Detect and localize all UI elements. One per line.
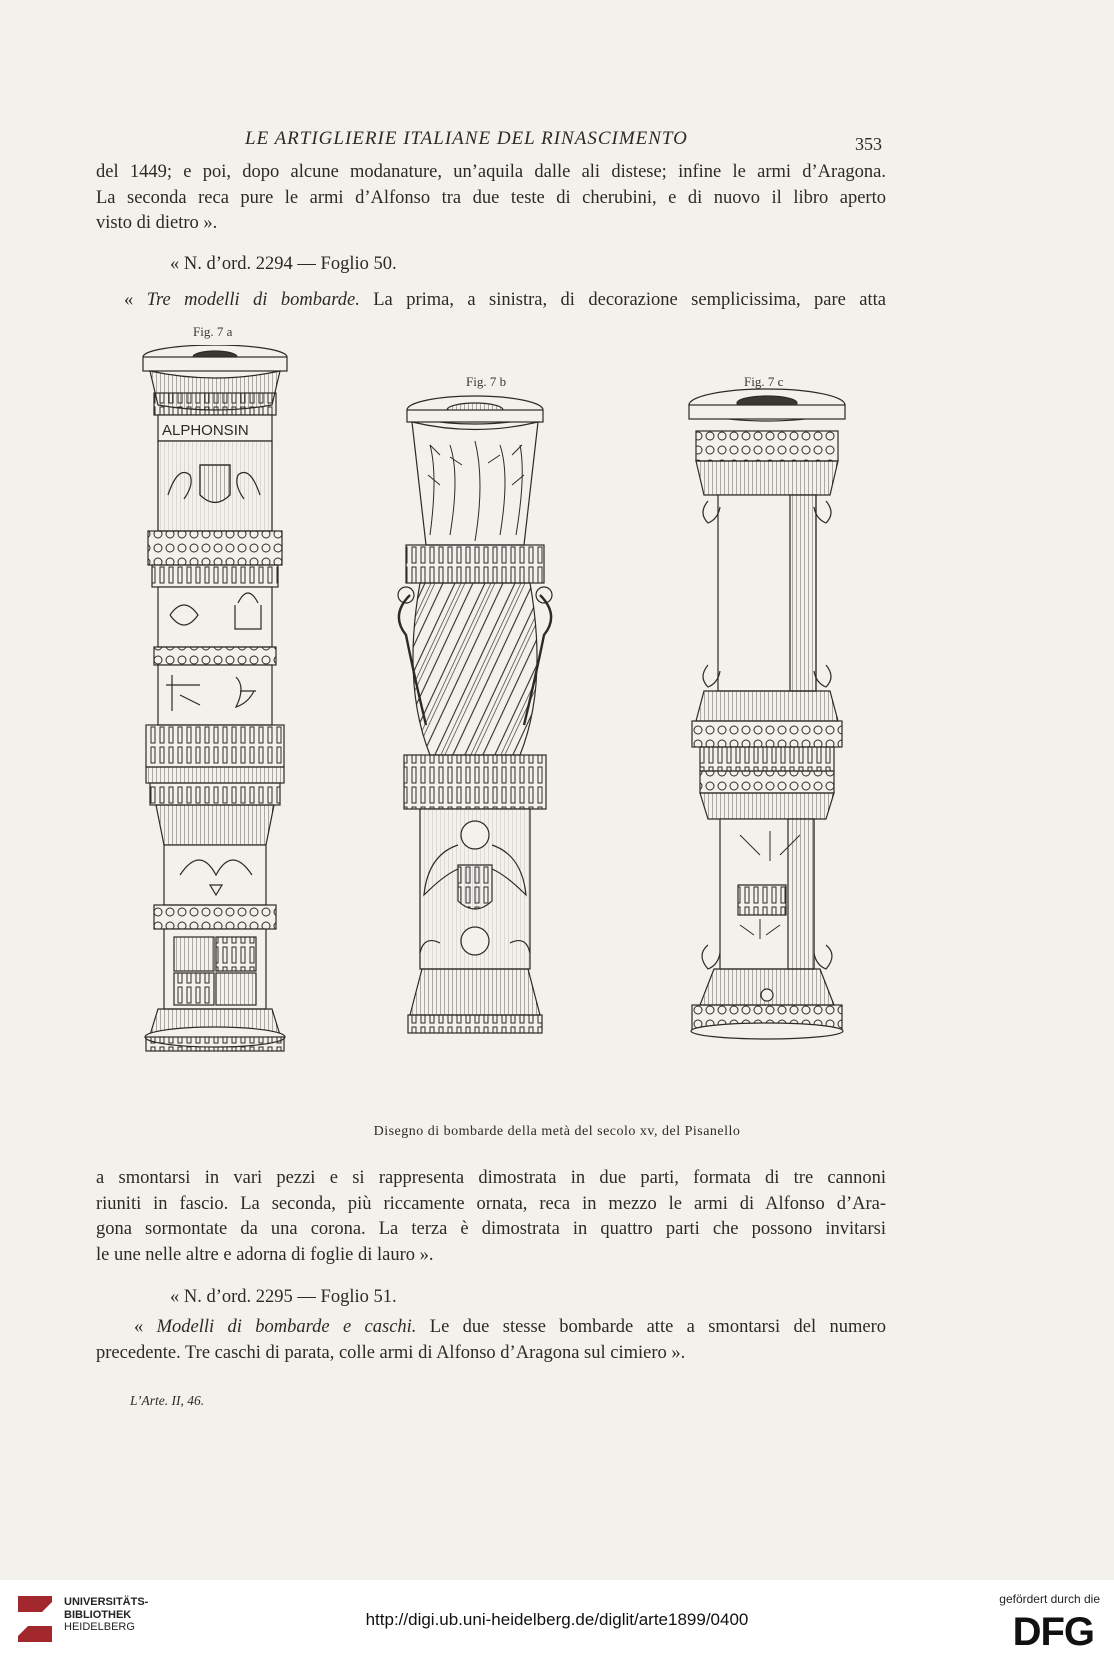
bombarde-7b (398, 396, 552, 1033)
paragraph-4 (96, 1315, 886, 1366)
library-name-line: HEIDELBERG (64, 1621, 135, 1633)
signature-text: L’Arte. II, 46. (130, 1393, 205, 1408)
figure-label-7b: Fig. 7 b (466, 374, 507, 389)
sponsor-label: gefördert durch die (999, 1592, 1100, 1606)
text-line: visto di dietro ». (96, 213, 218, 233)
journal-signature (130, 1393, 204, 1409)
library-name-line: UNIVERSITÄTS- (64, 1596, 149, 1608)
dfg-logo: DFG (1012, 1610, 1094, 1654)
figure-label-7a: Fig. 7 a (193, 324, 233, 339)
bombarde-7c (689, 389, 845, 1039)
paragraph-2 (96, 288, 886, 314)
text-line: La seconda reca pure le armi d’Alfonso tra due teste di cherubini, e di nuovo il libro aperto (96, 187, 886, 208)
text-line: le une nelle altre e adorna di foglie di lauro ». (96, 1244, 434, 1265)
bombarde-illustration (140, 345, 880, 1105)
library-name-line: BIBLIOTHEK (64, 1608, 132, 1621)
figure-label-7c: Fig. 7 c (744, 374, 784, 389)
italic-title: Tre modelli di bombarde. (146, 290, 360, 310)
inscription-alphonsin: ALPHONSIN (162, 422, 249, 439)
paragraph-3 (96, 1166, 886, 1268)
quote-open: « (134, 1317, 157, 1337)
paragraph-1 (96, 160, 886, 237)
page-number: 353 (855, 134, 882, 154)
running-title: LE ARTIGLIERIE ITALIANE DEL RINASCIMENTO (245, 128, 688, 149)
text-fragment: Le due stesse bombarde atte a smontarsi del numero (416, 1317, 887, 1337)
text-fragment: La prima, a sinistra, di decorazione semplicissima, pare atta (359, 290, 887, 310)
bombarde-7a (143, 345, 287, 1051)
text-line (96, 1315, 886, 1341)
figure-caption: Disegno di bombarde della metà del secolo xv, del Pisanello (373, 1124, 741, 1139)
text-line (96, 288, 886, 314)
text-line: a smontarsi in vari pezzi e si rappresenta dimostrata in due parti, formata di tre cannoni (96, 1168, 886, 1188)
quote-open: « (124, 290, 147, 310)
text-line: precedente. Tre caschi di parata, colle armi di Alfonso d’Aragona sul cimiero ». (96, 1342, 686, 1363)
text-line: gona sormontate da una corona. La terza è dimostrata in quattro parti che possono invitarsi (96, 1219, 886, 1239)
reference-2295: « N. d’ord. 2295 — Foglio 51. (170, 1287, 397, 1307)
permalink-url[interactable]: http://digi.ub.uni-heidelberg.de/diglit/arte1899/0400 (365, 1610, 749, 1629)
digitization-footer (0, 1580, 1114, 1662)
reference-2294: « N. d’ord. 2294 — Foglio 50. (170, 254, 397, 274)
text-line: del 1449; e poi, dopo alcune modanature, un’aquila dalle ali distese; infine le armi d’Aragona. (96, 162, 886, 182)
text-line: riuniti in fascio. La seconda, più riccamente ornata, reca in mezzo le armi di Alfonso d’Ara- (96, 1193, 886, 1214)
italic-title: Modelli di bombarde e caschi. (156, 1317, 417, 1337)
